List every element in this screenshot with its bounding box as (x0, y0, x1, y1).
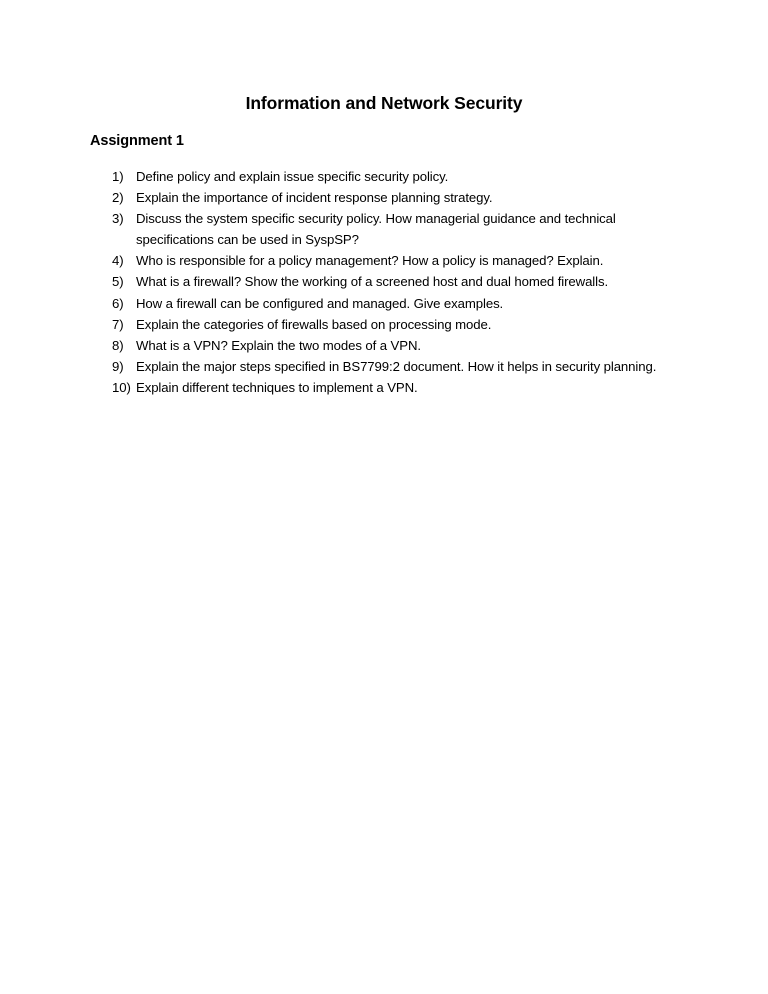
list-item-number: 4) (112, 253, 124, 269)
list-item (112, 250, 672, 271)
list-item-text: Explain different techniques to implement a VPN. (136, 379, 418, 395)
list-item-number: 2) (112, 190, 124, 206)
list-item (112, 271, 672, 292)
list-item-text: How a firewall can be configured and managed. Give examples. (136, 295, 504, 311)
list-item-number: 8) (112, 337, 124, 353)
list-item (112, 166, 672, 187)
question-list (112, 166, 672, 398)
list-item-number: 7) (112, 316, 124, 332)
list-item-text: Explain the major steps specified in BS7799:2 document. How it helps in security planning. (136, 358, 657, 374)
document-title: Information and Network Security (245, 93, 523, 113)
list-item (112, 377, 672, 398)
list-item-number: 5) (112, 274, 124, 290)
list-item-number: 9) (112, 358, 124, 374)
list-item (112, 187, 672, 208)
list-item-number: 3) (112, 211, 124, 227)
list-item (112, 314, 672, 335)
list-item-number: 10) (112, 379, 131, 395)
list-item-text: Explain the importance of incident response planning strategy. (136, 190, 493, 206)
list-item-text: Explain the categories of firewalls based on processing mode. (136, 316, 492, 332)
list-item (112, 356, 672, 377)
list-item-number: 1) (112, 169, 124, 184)
list-item (112, 208, 672, 250)
list-item-text: What is a firewall? Show the working of a screened host and dual homed firewalls. (136, 274, 609, 290)
list-item (112, 335, 672, 356)
list-item (112, 293, 672, 314)
list-item-number: 6) (112, 295, 124, 311)
list-item-text: Who is responsible for a policy management? How a policy is managed? Explain. (136, 253, 604, 269)
section-heading: Assignment 1 (90, 133, 184, 149)
list-item-text: What is a VPN? Explain the two modes of a VPN. (136, 337, 421, 353)
list-item-text: Define policy and explain issue specific security policy. (136, 169, 449, 184)
list-item-text: Discuss the system specific security policy. How managerial guidance and technical specifications can be used in SyspSP? (136, 211, 616, 248)
